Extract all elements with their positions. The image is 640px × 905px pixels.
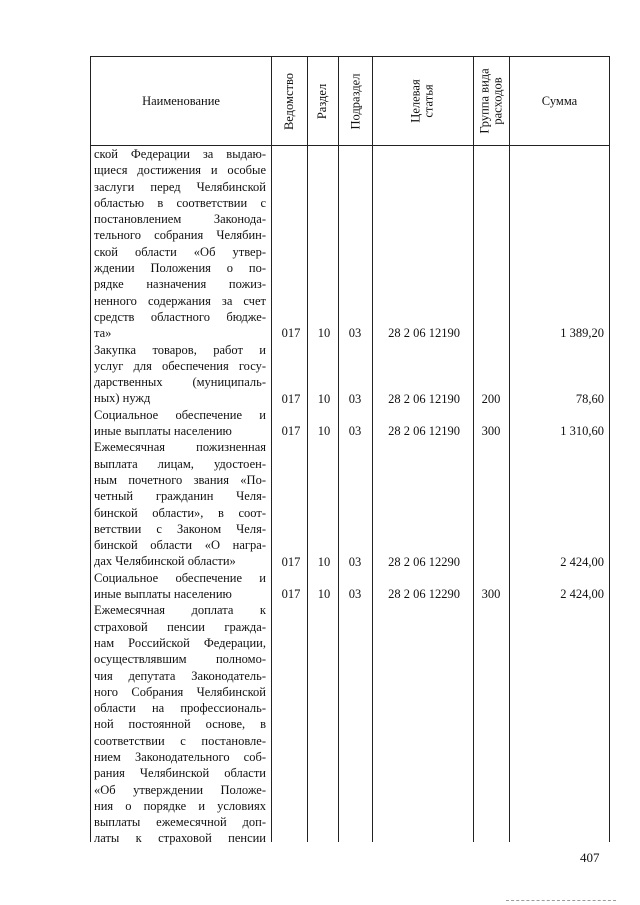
name-line: ной постоянной основе, в [94,717,266,732]
name-line: дарственных (муниципаль- [94,375,266,390]
vedomstvo-value: 017 [281,424,301,439]
celevaya-value: 28 2 06 12290 [388,554,460,569]
gruppa-value: 300 [481,587,501,602]
celevaya-value: 28 2 06 12190 [388,391,460,406]
summa-value: 1 389,20 [560,326,604,341]
column-divider [473,56,474,842]
name-line: «Об утверждении Положе- [94,782,266,797]
header-razdel [308,57,338,145]
header-celevaya-label [410,79,436,122]
name-line: Закупка товаров, работ и [94,342,266,357]
name-line: бинской области», в соот- [94,505,266,520]
name-line: четный гражданин Челя- [94,489,266,504]
header-podrazdel-label: Подраздел [348,73,362,129]
podrazdel-value: 03 [348,391,362,406]
summa-value: 1 310,60 [560,424,604,439]
name-line: иные выплаты населению [94,587,232,602]
vedomstvo-value: 017 [281,587,301,602]
name-line: ного Собрания Челябинской [94,684,266,699]
name-line: ненного содержания за счет [94,293,266,308]
name-line: страховой пенсии гражда- [94,619,266,634]
name-line: ных) нужд [94,391,151,406]
name-line: Ежемесячная доплата к [94,603,266,618]
header-vedomstvo [272,57,307,145]
header-celevaya [373,57,473,145]
name-line: Ежемесячная пожизненная [94,440,266,455]
header-razdel-label: Раздел [315,83,330,119]
header-gruppa-label [479,68,505,133]
razdel-value: 10 [317,554,331,569]
celevaya-value: 28 2 06 12190 [388,326,460,341]
name-line: дах Челябинской области» [94,554,236,569]
page-number: 407 [580,850,600,865]
name-column [94,146,266,847]
vedomstvo-value: 017 [281,554,301,569]
name-line: щиеся достижения и особые [94,163,266,178]
header-gruppa-line2: расходов [490,77,505,125]
gruppa-value: 300 [481,424,501,439]
vedomstvo-value: 017 [281,391,301,406]
name-line: Социальное обеспечение и [94,407,266,422]
name-line: тельного собрания Челябин- [94,228,266,243]
column-divider [307,56,308,842]
podrazdel-value: 03 [348,554,362,569]
name-line: выплата лицам, удостоен- [94,456,266,471]
razdel-value: 10 [317,391,331,406]
name-line: выплаты ежемесячной доп- [94,815,266,830]
name-line: ветствии с Законом Челя- [94,521,266,536]
name-line: услуг для обеспечения госу- [94,358,266,373]
name-line: рядке назначения пожиз- [94,277,266,292]
header-name [91,57,271,145]
name-line: Социальное обеспечение и [94,570,266,585]
name-line: средств областного бюдже- [94,309,266,324]
gruppa-value: 200 [481,391,501,406]
header-vedomstvo-label: Ведомство [282,72,296,130]
column-divider [338,56,339,842]
razdel-value: 10 [317,424,331,439]
name-line: областью в соответствии с [94,195,266,210]
razdel-value: 10 [317,587,331,602]
name-line: бинской области «О награ- [94,538,266,553]
header-name-label: Наименование [142,93,220,108]
name-line: заслуги перед Челябинской [94,179,266,194]
column-divider [372,56,373,842]
header-podrazdel [339,57,372,145]
celevaya-value: 28 2 06 12290 [388,587,460,602]
summa-value: 2 424,00 [560,587,604,602]
name-line: нием Законодательного соб- [94,749,266,764]
name-line: области на профессиональ- [94,701,266,716]
podrazdel-value: 03 [348,424,362,439]
summa-value: 78,60 [575,391,604,406]
name-line: ждении Положения о по- [94,261,266,276]
header-celevaya-line1: Целевая [409,79,423,123]
name-line: рания Челябинской области [94,766,266,781]
podrazdel-value: 03 [348,587,362,602]
name-line: латы к страховой пенсии [94,831,266,846]
header-gruppa [474,57,509,145]
header-gruppa-line1: Группа вида [477,68,492,134]
header-summa [510,57,609,145]
header-celevaya-line2: статья [422,84,436,118]
footer-dotted-line [506,900,616,901]
vedomstvo-value: 017 [281,326,301,341]
name-line: ния о порядке и условиях [94,798,266,813]
name-line: соответствии с постановле- [94,733,266,748]
summa-value: 2 424,00 [560,554,604,569]
name-line: ской Федерации за выдаю- [94,147,266,161]
podrazdel-value: 03 [348,326,362,341]
column-divider [271,56,272,842]
name-line: ным почетного звания «По- [94,472,266,487]
celevaya-value: 28 2 06 12190 [388,424,460,439]
name-line: постановлением Законода- [94,212,266,227]
name-line: та» [94,326,112,341]
name-line: чия депутата Законодатель- [94,668,266,683]
header-summa-label: Сумма [541,93,578,108]
name-line: ской области «Об утвер- [94,244,266,259]
name-line: нам Российской Федерации, [94,635,266,650]
name-line: осуществлявшим полномо- [94,652,266,667]
name-line: иные выплаты населению [94,424,232,439]
column-divider [509,56,510,842]
razdel-value: 10 [317,326,331,341]
